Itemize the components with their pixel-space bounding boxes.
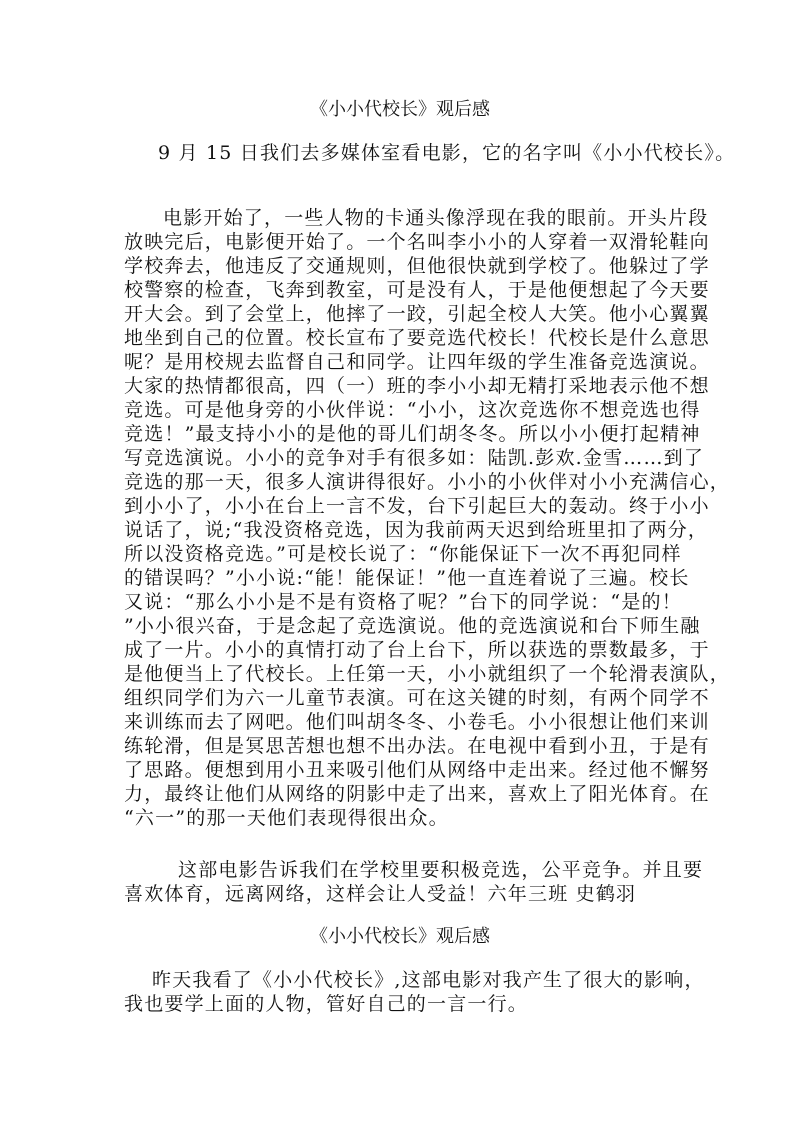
body-line: 大家的热情都很高，四（一）班的李小小却无精打采地表示他不想 xyxy=(124,375,710,397)
body-line: 放映完后，电影便开始了。一个名叫李小小的人穿着一双滑轮鞋向 xyxy=(124,231,710,253)
body-line: 练轮滑，但是冥思苦想也想不出办法。在电视中看到小丑，于是有 xyxy=(124,735,710,757)
second-essay-line: 我也要学上面的人物，管好自己的一言一行。 xyxy=(124,993,529,1015)
body-line: 开大会。到了会堂上，他摔了一跤，引起全校人大笑。他小心翼翼 xyxy=(124,303,710,325)
body-line: 学校奔去，他违反了交通规则，但他很快就到学校了。他躲过了学 xyxy=(124,255,710,277)
body-line: 地坐到自己的位置。校长宣布了要竞选代校长！代校长是什么意思 xyxy=(124,327,710,349)
body-line: 竞选！”最支持小小的是他的哥儿们胡冬冬。所以小小便打起精神 xyxy=(124,423,701,445)
body-line: 到小小了，小小在台上一言不发，台下引起巨大的轰动。终于小小 xyxy=(124,495,710,517)
body-line: “六一”的那一天他们表现得很出众。 xyxy=(124,807,449,829)
body-line: 来训练而去了网吧。他们叫胡冬冬、小卷毛。小小很想让他们来训 xyxy=(124,711,710,733)
body-line: 力，最终让他们从网络的阴影中走了出来，喜欢上了阳光体育。在 xyxy=(124,783,710,805)
body-line: 竞选。可是他身旁的小伙伴说：“小小，这次竞选你不想竞选也得 xyxy=(124,399,701,421)
body-line: 呢？是用校规去监督自己和同学。让四年级的学生准备竞选演说。 xyxy=(124,351,710,373)
body-line: 组织同学们为六一儿童节表演。可在这关键的时刻，有两个同学不 xyxy=(124,687,710,709)
body-line: 了思路。便想到用小丑来吸引他们从网络中走出来。经过他不懈努 xyxy=(124,759,710,781)
second-essay-line: 昨天我看了《小小代校长》,这部电影对我产生了很大的影响， xyxy=(152,969,705,991)
body-line: 成了一片。小小的真情打动了台上台下，所以获选的票数最多，于 xyxy=(124,639,710,661)
body-line: 写竞选演说。小小的竞争对手有很多如：陆凯.彭欢.金雪……到了 xyxy=(124,447,705,469)
intro-paragraph: 9 月 15 日我们去多媒体室看电影，它的名字叫《小小代校长》。 xyxy=(158,142,736,164)
body-line: 校警察的检查，飞奔到教室，可是没有人，于是他便想起了今天要 xyxy=(124,279,710,301)
essay-title-1: 《小小代校长》观后感 xyxy=(310,99,490,120)
body-line: ”小小很兴奋，于是念起了竞选演说。他的竞选演说和台下师生融 xyxy=(124,615,701,637)
body-line: 又说：“那么小小是不是有资格了呢？”台下的同学说：“是的！ xyxy=(124,591,682,613)
body-line: 竞选的那一天，很多人演讲得很好。小小的小伙伴对小小充满信心， xyxy=(124,471,731,493)
body-line: 说话了，说;“我没资格竞选，因为我前两天迟到给班里扣了两分， xyxy=(124,519,709,541)
body-line: 电影开始了，一些人物的卡通头像浮现在我的眼前。开头片段 xyxy=(163,207,709,229)
conclusion-line: 这部电影告诉我们在学校里要积极竞选，公平竞争。并且要 xyxy=(178,859,704,881)
conclusion-line: 喜欢体育，远离网络，这样会让人受益！六年三班 史鹤羽 xyxy=(124,883,637,905)
essay-title-2: 《小小代校长》观后感 xyxy=(310,926,490,947)
body-line: 的错误吗？”小小说:“能！能保证！”他一直连着说了三遍。校长 xyxy=(124,567,690,589)
body-line: 是他便当上了代校长。上任第一天，小小就组织了一个轮滑表演队， xyxy=(124,663,731,685)
body-line: 所以没资格竞选。”可是校长说了：“你能保证下一次不再犯同样 xyxy=(124,543,682,565)
